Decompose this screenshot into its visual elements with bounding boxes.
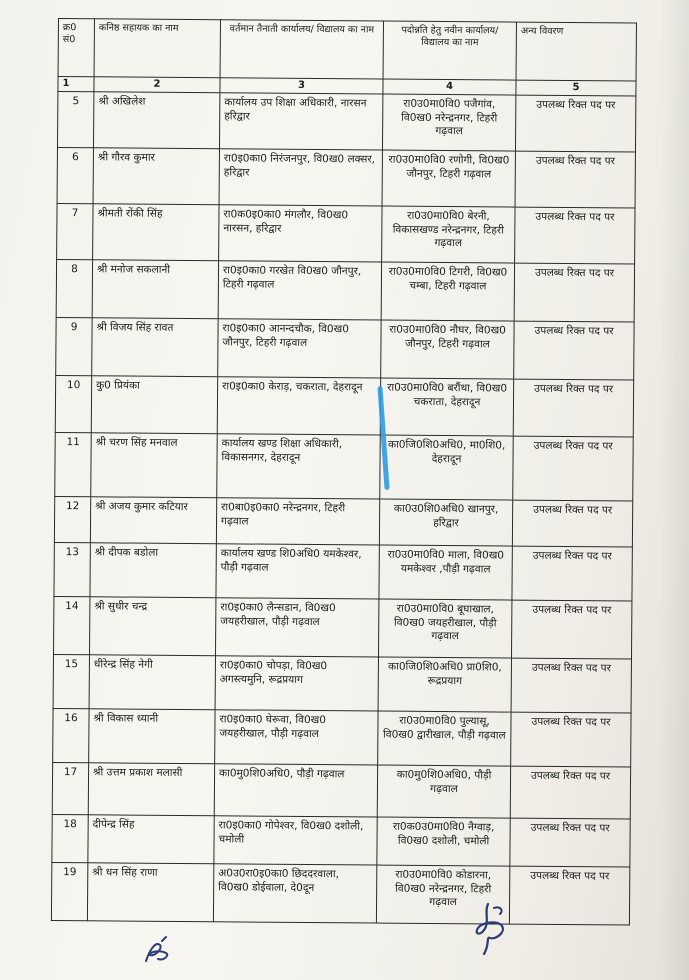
cell-current-office: रा0इ0का0 चोपड़ा, वि0ख0 अगस्त्यमुनि, रूद्रप्रयाग (215, 656, 378, 711)
cell-new-office: रा0उ0मा0वि0 नौघर, वि0ख0 जौनपुर, टिहरी गढ़वाल (381, 320, 514, 379)
column-number: 2 (94, 77, 220, 93)
cell-remarks: उपलब्ध रिक्त पद पर (514, 263, 634, 322)
table-row (56, 259, 634, 322)
initials-signature-left (140, 935, 180, 967)
cell-name: कु0 प्रियंका (91, 376, 217, 434)
cell-current-office: रा0इ0का0 निरंजनपुर, वि0ख0 लक्सर, हरिद्वार (219, 149, 382, 206)
cell-current-office: अ0उ0रा0इ0का0 छिददरवाला, वि0ख0 डोईवाला, दे0दून (213, 864, 376, 923)
cell-current-office: कार्यालय खण्ड शिक्षा अधिकारी, विकासनगर, देहरादून (217, 434, 380, 499)
column-number: 3 (220, 78, 383, 94)
cell-name: श्री चरण सिंह मनवाल (91, 433, 217, 498)
cell-name: दीपेन्द्र सिंह (88, 815, 214, 864)
header-current-office: वर्तमान तैनाती कार्यालय/ विद्यालय का नाम (220, 20, 383, 79)
table-row (53, 654, 631, 713)
cell-new-office: रा0उ0मा0वि0 बेरनी, विकासखण्ड नरेन्द्रनगर, टिहरी गढ़वाल (382, 206, 515, 263)
cell-new-office: का0उ0शि0अधि0 खानपुर, हरिद्वार (379, 499, 512, 546)
cell-sno: 13 (54, 542, 90, 596)
cell-current-office: रा0इ0का0 गोपेश्वर, वि0ख0 दशोली, चमोली (214, 816, 377, 865)
cell-remarks: उपलब्ध रिक्त पद पर (514, 321, 634, 380)
cell-sno: 11 (55, 432, 92, 496)
cell-name: श्री दीपक बडोला (90, 543, 216, 598)
initials-signature-right (470, 900, 514, 956)
cell-current-office: रा0इ0का0 घेरूवा, वि0ख0 जयहरीखाल, पौड़ी गढ़वाल (215, 710, 378, 765)
cell-new-office: रा0उ0मा0वि0 माला, वि0ख0 यमकेश्वर ,पौड़ी गढ़वाल (379, 545, 512, 600)
cell-name: श्री गौरव कुमार (93, 148, 219, 205)
column-number: 4 (383, 79, 516, 95)
header-name: कनिष्ठ सहायक का नाम (94, 19, 220, 78)
cell-sno: 12 (54, 496, 90, 542)
table-row (57, 203, 635, 264)
cell-new-office: का0जि0शि0अधि0 प्रा0शि0, रूद्रप्रयाग (378, 657, 511, 712)
page-edge-shadow (659, 0, 689, 980)
cell-current-office: कार्यालय खण्ड शि0अधि0 यमकेश्वर, पौड़ी गढ़वाल (216, 544, 379, 599)
cell-name: श्री सुधीर चन्द्र (89, 597, 215, 656)
cell-sno: 8 (56, 259, 92, 317)
table-body (51, 92, 635, 926)
table-row (52, 814, 630, 867)
cell-name: श्रीमती रोंकी सिंह (93, 204, 219, 261)
cell-current-office: रा0इ0का0 आनन्दचौक, वि0ख0 जौनपुर, टिहरी गढ़वाल (218, 319, 381, 378)
cell-name: श्री विकास ध्यानी (89, 709, 215, 764)
cell-sno: 14 (54, 596, 90, 654)
cell-remarks: उपलब्ध रिक्त पद पर (510, 766, 630, 819)
cell-sno: 9 (56, 317, 92, 375)
table-row (56, 317, 634, 380)
cell-new-office: का0मु0शि0अधि0, पौड़ी गढ़वाल (377, 765, 510, 818)
table-row (57, 92, 635, 153)
cell-remarks: उपलब्ध रिक्त पद पर (513, 379, 633, 437)
table-row (53, 708, 631, 767)
column-number: 1 (58, 77, 94, 92)
cell-name: श्री अजय कुमार कटियार (90, 497, 216, 544)
cell-new-office: का0जि0शि0अधि0, मा0शि0, देहरादून (380, 435, 513, 500)
cell-remarks: उपलब्ध रिक्त पद पर (513, 436, 633, 501)
cell-sno: 7 (57, 203, 93, 259)
cell-sno: 15 (53, 654, 89, 708)
cell-current-office: रा0इ0का0 गरखेत वि0ख0 जौनपुर, टिहरी गढ़वाल (218, 261, 381, 320)
cell-current-office: रा0क0इ0का0 मंगलौर, वि0ख0 नारसन, हरिद्वार (219, 205, 382, 262)
table-row (55, 432, 633, 501)
cell-new-office: रा0उ0मा0वि0 टिगरी, वि0ख0 चम्बा, टिहरी गढ़वाल (381, 262, 514, 321)
table-row (55, 375, 633, 437)
cell-new-office: रा0उ0मा0वि0 पजैगांव, वि0ख0 नरेन्द्रनगर, टिहरी गढ़वाल (382, 94, 515, 151)
cell-sno: 18 (52, 814, 88, 862)
header-sno: क्र0 सं0 (58, 19, 94, 77)
cell-sno: 10 (55, 375, 91, 432)
cell-remarks: उपलब्ध रिक्त पद पर (512, 546, 632, 601)
cell-remarks: उपलब्ध रिक्त पद पर (511, 658, 631, 713)
cell-sno: 16 (53, 708, 89, 762)
cell-remarks: उपलब्ध रिक्त पद पर (509, 866, 629, 925)
table-row (54, 542, 632, 601)
cell-new-office: रा0उ0मा0वि0 पुल्यासू, वि0ख0 द्वारीखाल, पौड़ी गढ़वाल (378, 711, 511, 766)
header-new-office: पदोन्नति हेतु नवीन कार्यालय/ विद्यालय का नाम (383, 21, 516, 80)
cell-remarks: उपलब्ध रिक्त पद पर (510, 818, 630, 867)
cell-sno: 5 (57, 92, 93, 148)
cell-new-office: रा0उ0मा0वि0 कोडारना, वि0ख0 नरेन्द्रनगर, टिहरी गढ़वाल (376, 865, 509, 924)
header-row (58, 19, 636, 82)
cell-current-office: कार्यालय उप शिक्षा अधिकारी, नारसन हरिद्वार (219, 93, 382, 150)
cell-name: श्री विजय सिंह रावत (92, 318, 218, 377)
column-number: 5 (516, 80, 636, 96)
table-row (51, 862, 629, 925)
cell-remarks: उपलब्ध रिक्त पद पर (512, 500, 632, 547)
cell-remarks: उपलब्ध रिक्त पद पर (511, 712, 631, 767)
cell-name: श्री अखिलेश (93, 92, 219, 149)
cell-new-office: रा0उ0मा0वि0 रणोगी, वि0ख0 जौनपुर, टिहरी गढ़वाल (382, 150, 515, 207)
table-row (54, 496, 632, 547)
table-row (52, 762, 630, 819)
cell-remarks: उपलब्ध रिक्त पद पर (515, 151, 635, 208)
table-row (54, 596, 632, 659)
transfer-table (51, 18, 637, 926)
cell-sno: 19 (51, 862, 87, 920)
cell-name: धीरेन्द्र सिंह नेगी (89, 655, 215, 710)
cell-current-office: रा0इ0का0 केराड़, चकराता, देहरादून (217, 377, 380, 435)
cell-sno: 17 (52, 762, 88, 814)
cell-sno: 6 (57, 147, 93, 203)
cell-new-office: रा0उ0मा0वि0 बूघाखाल, वि0ख0 जयहरीखाल, पौड़ी गढ़वाल (378, 599, 511, 658)
header-remarks: अन्य विवरण (516, 22, 636, 81)
cell-new-office: रा0क0उ0मा0वि0 नैग्वाड़, वि0ख0 दशोली, चमोली (377, 817, 510, 866)
cell-current-office: रा0इ0का0 लैन्सडान, वि0ख0 जयहरीखाल, पौड़ी गढ़वाल (215, 598, 378, 657)
cell-name: श्री मनोज सकलानी (92, 260, 218, 319)
table-row (57, 147, 635, 208)
cell-name: श्री उत्तम प्रकाश मलासी (88, 763, 214, 816)
cell-remarks: उपलब्ध रिक्त पद पर (515, 207, 635, 264)
cell-remarks: उपलब्ध रिक्त पद पर (511, 600, 631, 659)
cell-name: श्री धन सिंह राणा (87, 863, 213, 922)
cell-remarks: उपलब्ध रिक्त पद पर (515, 95, 635, 152)
cell-current-office: रा0बा0इ0का0 नरेन्द्रनगर, टिहरी गढ़वाल (216, 498, 379, 545)
cell-current-office: का0मु0शि0अधि0, पौड़ी गढ़वाल (214, 764, 377, 817)
cell-new-office: रा0उ0मा0वि0 बरौंथा, वि0ख0 चकराता, देहरादून (380, 378, 513, 436)
